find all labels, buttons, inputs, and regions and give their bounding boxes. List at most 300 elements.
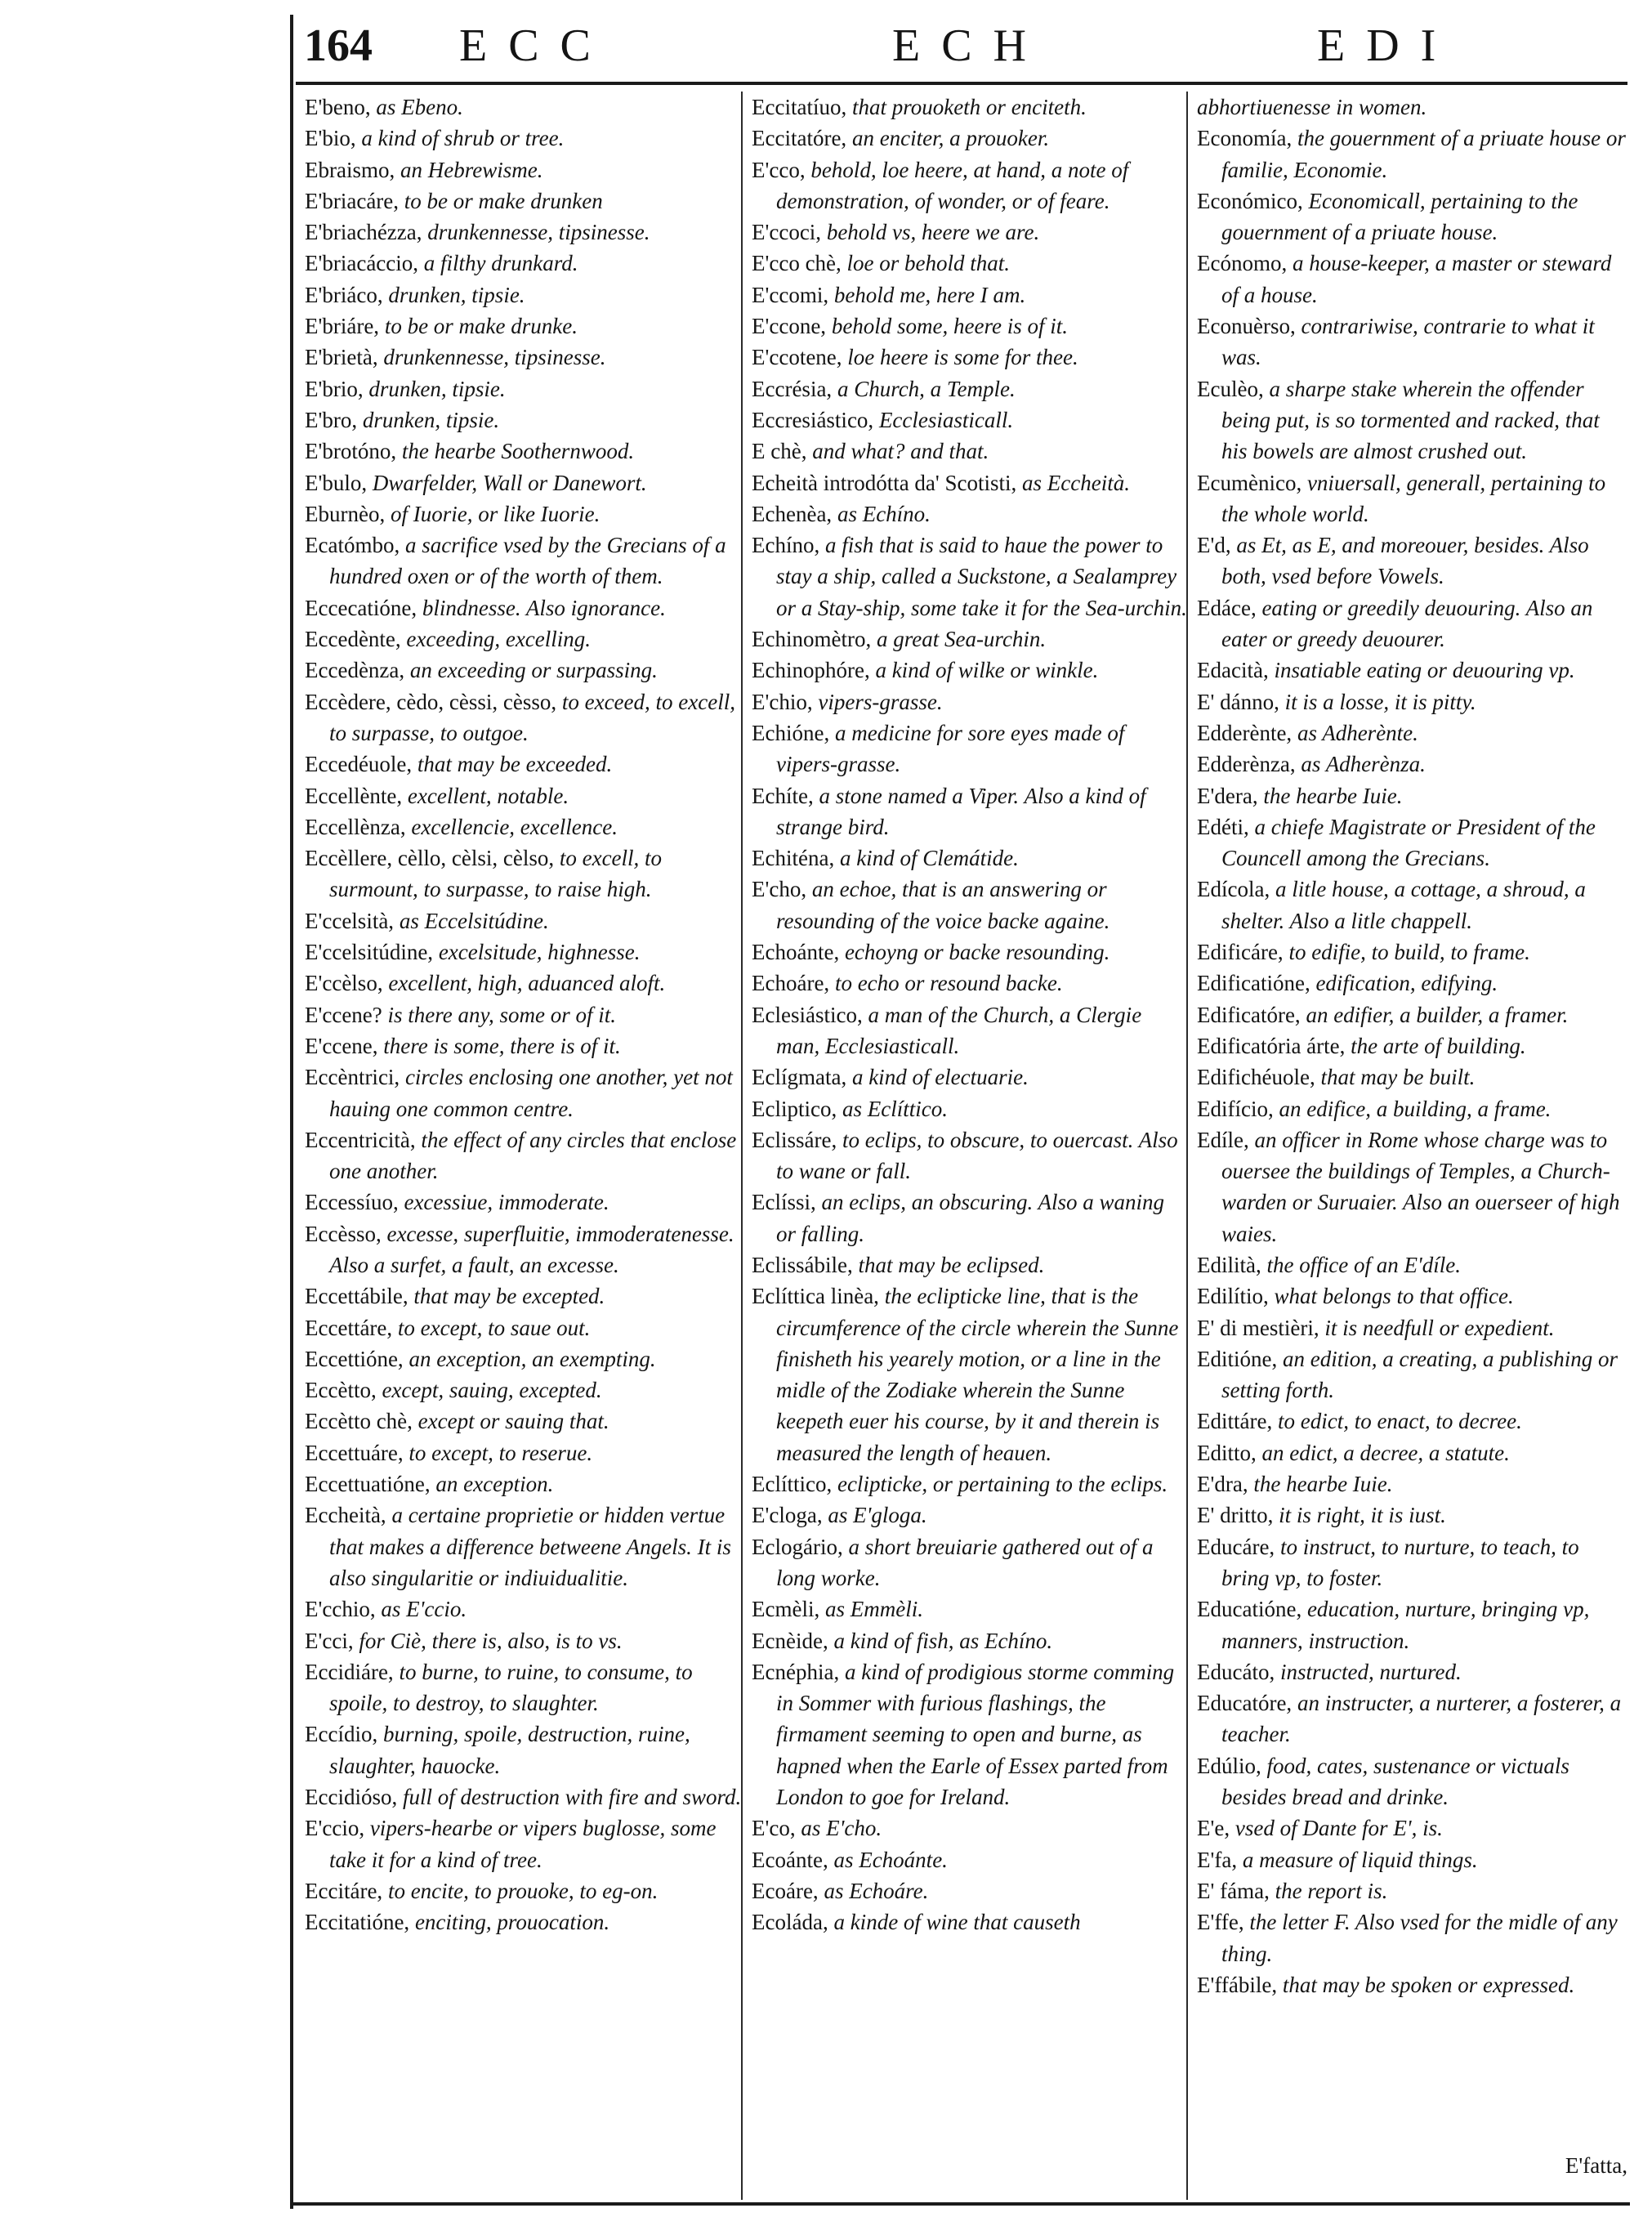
entry-headword: Educáto, (1197, 1659, 1275, 1684)
entry-headword: Edilítio, (1197, 1284, 1269, 1309)
dictionary-entry (305, 905, 742, 936)
entry-headword: E'brotóno, (305, 439, 397, 464)
entry-definition: drunken, tipsie. (363, 376, 506, 401)
entry-definition: for Ciè, there is, also, is to vs. (353, 1628, 623, 1653)
entry-definition: as Eccelsitúdine. (394, 908, 549, 933)
entry-definition: contrariwise, contrarie to what it was. (1221, 314, 1595, 370)
dictionary-entry (305, 123, 742, 154)
entry-definition: except or sauing that. (412, 1409, 609, 1434)
dictionary-entry (752, 436, 1189, 467)
entry-definition: as Echoánte. (828, 1847, 948, 1872)
entry-definition: an edition, a creating, a publishing or setting forth. (1221, 1346, 1618, 1403)
dictionary-entry (1197, 373, 1630, 467)
dictionary-entry (1197, 1312, 1630, 1343)
dictionary-entry (1197, 999, 1630, 1030)
dictionary-entry (305, 1343, 742, 1374)
entry-definition: to exceed, to excell, to surpasse, to outgoe. (329, 689, 735, 745)
entry-headword: Eccettáre, (305, 1315, 393, 1340)
running-header (296, 15, 1627, 80)
entry-headword: E'ccone, (752, 314, 827, 339)
dictionary-entry (752, 248, 1189, 279)
entry-definition: the office of an E'díle. (1261, 1252, 1461, 1277)
entry-headword: Eccellènte, (305, 783, 403, 808)
entry-headword: Eclígmata, (752, 1065, 847, 1090)
entry-definition: as Ebeno. (370, 95, 463, 119)
entry-definition: a litle house, a cottage, a shroud, a shelter. Also a litle chappell. (1221, 877, 1586, 933)
entry-definition: a Church, a Temple. (832, 376, 1016, 401)
dictionary-entry (752, 92, 1189, 123)
entry-definition: that may be eclipsed. (852, 1252, 1045, 1277)
dictionary-entry (752, 467, 1189, 498)
entry-definition: to instruct, to nurture, to teach, to bring vp, to foster. (1221, 1534, 1579, 1590)
dictionary-entry (752, 1844, 1189, 1875)
dictionary-entry (752, 968, 1189, 999)
entry-headword: Ecoláda, (752, 1910, 828, 1935)
entry-definition: an exception, an exempting. (403, 1346, 656, 1371)
entry-definition: a kind of electuarie. (846, 1065, 1029, 1090)
entry-headword: Edificatióne, (1197, 971, 1310, 996)
entry-definition: a fish that is said to haue the power to stay a ship, called a Suckstone, a Sealamprey or a Stay-ship, some take it for the Sea-urchin. (776, 533, 1187, 620)
entry-definition: of Iuorie, or like Iuorie. (385, 501, 601, 526)
entry-headword: E' fáma, (1197, 1878, 1270, 1903)
dictionary-entry (305, 1906, 742, 1938)
dictionary-entry (305, 1218, 742, 1281)
entry-definition: the arte of building. (1345, 1033, 1526, 1058)
entry-definition: food, cates, sustenance or victuals besides bread and drinke. (1221, 1753, 1569, 1810)
dictionary-entry (305, 279, 742, 311)
entry-definition: to eclips, to obscure, to ouercast. Also to wane or fall. (776, 1127, 1178, 1184)
entry-headword: Edáce, (1197, 595, 1257, 620)
dictionary-entry (305, 1437, 742, 1468)
entry-headword: Echoánte, (752, 940, 840, 965)
entry-definition: excesse, superfluitie, immoderatenesse. Also a surfet, a fault, an excesse. (329, 1221, 734, 1277)
entry-definition: to burne, to ruine, to consume, to spoile, to destroy, to slaughter. (329, 1659, 693, 1716)
dictionary-entry (752, 717, 1189, 780)
entry-headword: Edificatóre, (1197, 1002, 1301, 1027)
dictionary-entry (305, 373, 742, 405)
dictionary-entry (752, 874, 1189, 936)
dictionary-entry (305, 1374, 742, 1406)
entry-headword: Ecnéphia, (752, 1659, 840, 1684)
entry-headword: Eccedéuole, (305, 752, 413, 777)
entry-definition: to encite, to prouoke, to eg-on. (382, 1878, 659, 1903)
dictionary-entry (752, 686, 1189, 717)
dictionary-entry (1197, 311, 1630, 373)
dictionary-entry (752, 1906, 1189, 1938)
entry-definition: an echoe, that is an answering or resounding of the voice backe againe. (776, 877, 1110, 933)
entry-headword: E'ccomi, (752, 282, 829, 307)
dictionary-entry (1197, 1969, 1630, 2000)
entry-headword: E'fa, (1197, 1847, 1238, 1872)
dictionary-entry (752, 843, 1189, 874)
header-rule (296, 82, 1627, 85)
entry-definition: a chiefe Magistrate or President of the Councell among the Grecians. (1221, 814, 1596, 871)
entry-definition: to edifie, to build, to frame. (1283, 940, 1530, 965)
entry-headword: Eccettuatióne, (305, 1472, 431, 1497)
entry-headword: E'brietà, (305, 345, 378, 370)
entry-headword: E'ccèlso, (305, 971, 383, 996)
dictionary-entry (1197, 1844, 1630, 1875)
dictionary-entry (1197, 1656, 1630, 1687)
entry-definition: a house-keeper, a master or steward of a house. (1221, 251, 1612, 307)
entry-headword: Ecónomo, (1197, 251, 1288, 276)
dictionary-entry (305, 1281, 742, 1312)
entry-definition: a medicine for sore eyes made of vipers-grasse. (776, 720, 1125, 777)
entry-definition: instructed, nurtured. (1275, 1659, 1462, 1684)
entry-headword: Eccèllere, cèllo, cèlsi, cèlso, (305, 846, 555, 871)
entry-definition: to except, to reserue. (403, 1440, 593, 1465)
entry-headword: Eccídio, (305, 1722, 378, 1747)
entry-headword: E chè, (752, 439, 807, 464)
dictionary-entry (305, 530, 742, 592)
entry-headword: E'dra, (1197, 1472, 1248, 1497)
dictionary-entry (305, 1468, 742, 1500)
dictionary-entry (752, 123, 1189, 154)
entry-headword: E'bro, (305, 407, 358, 432)
dictionary-entry (752, 999, 1189, 1062)
entry-definition: the hearbe Iuie. (1257, 783, 1403, 808)
entry-definition: enciting, prouocation. (409, 1910, 610, 1935)
entry-headword: E'briáre, (305, 314, 380, 339)
entry-definition: a filthy drunkard. (418, 251, 578, 276)
entry-definition: a short breuiarie gathered out of a long worke. (776, 1534, 1154, 1590)
entry-definition: Dwarfelder, Wall or Danewort. (367, 470, 647, 495)
entry-headword: E'cho, (752, 877, 807, 902)
dictionary-entry (752, 1093, 1189, 1124)
entry-headword: Eccheità, (305, 1503, 386, 1528)
dictionary-entry (305, 624, 742, 655)
entry-definition: Economicall, pertaining to the gouernment of a priuate house. (1221, 188, 1578, 245)
entry-headword: E' dánno, (1197, 689, 1279, 714)
entry-headword: Eccitatióne, (305, 1910, 410, 1935)
dictionary-entry (1197, 248, 1630, 311)
entry-definition: that may be spoken or expressed. (1277, 1972, 1575, 1997)
dictionary-entry (305, 436, 742, 467)
dictionary-entry (305, 217, 742, 248)
dictionary-entry (305, 749, 742, 780)
entry-headword: Eccidióso, (305, 1785, 398, 1810)
entry-definition: that may be exceeded. (412, 752, 613, 777)
entry-headword: Eccettábile, (305, 1284, 409, 1309)
entry-headword: Eccessíuo, (305, 1190, 399, 1215)
entry-definition: as Echoáre. (818, 1878, 929, 1903)
entry-headword: Eccitáre, (305, 1878, 383, 1903)
entry-definition: a measure of liquid things. (1237, 1847, 1478, 1872)
entry-headword: E'd, (1197, 533, 1231, 558)
entry-definition: that may be excepted. (408, 1284, 605, 1309)
dictionary-entry (1197, 655, 1630, 686)
entry-headword: Eclíttica linèa, (752, 1284, 879, 1309)
page-border-bottom (290, 2202, 1630, 2206)
entry-headword: Echoáre, (752, 971, 830, 996)
entry-headword: E'ccene, (305, 1033, 378, 1058)
dictionary-entry (752, 1593, 1189, 1625)
entry-headword: Econuèrso, (1197, 314, 1296, 339)
dictionary-entry (752, 1531, 1189, 1594)
dictionary-entry (1197, 811, 1630, 874)
entry-definition: it is a losse, it is pitty. (1279, 689, 1476, 714)
entry-definition: a sacrifice vsed by the Grecians of a hundred oxen or of the worth of them. (329, 533, 726, 589)
entry-definition: an eclips, an obscuring. Also a waning or falling. (776, 1190, 1165, 1246)
dictionary-entry (305, 1500, 742, 1593)
dictionary-entry (305, 1406, 742, 1437)
entry-definition: as Emmèli. (819, 1597, 923, 1622)
entry-definition: Ecclesiasticall. (873, 407, 1014, 432)
entry-definition: behold some, heere is of it. (826, 314, 1069, 339)
dictionary-entry (1197, 1062, 1630, 1093)
dictionary-entry (752, 279, 1189, 311)
entry-definition: except, sauing, excepted. (376, 1378, 602, 1403)
entry-definition: a great Sea-urchin. (871, 627, 1047, 652)
dictionary-entry (752, 1656, 1189, 1812)
entry-headword: E'e, (1197, 1816, 1230, 1841)
entry-headword: Eccidiáre, (305, 1659, 394, 1684)
entry-headword: E'briáco, (305, 282, 383, 307)
entry-headword: Eccèntrici, (305, 1065, 400, 1090)
entry-headword: Eccètto, (305, 1378, 377, 1403)
entry-headword: Edificatória árte, (1197, 1033, 1346, 1058)
entry-definition: what belongs to that office. (1268, 1284, 1514, 1309)
dictionary-entry (1197, 1281, 1630, 1312)
dictionary-entry (1197, 1124, 1630, 1249)
dictionary-entry (1197, 592, 1630, 655)
entry-definition: a sharpe stake wherein the offender being put, is so tormented and racked, that his bowels are almost crushed out. (1221, 376, 1600, 464)
dictionary-entry (752, 1875, 1189, 1906)
dictionary-entry (752, 1124, 1189, 1187)
dictionary-entry (1197, 1687, 1630, 1750)
dictionary-entry (1197, 1249, 1630, 1281)
entry-definition: is there any, some or of it. (382, 1002, 617, 1027)
entry-headword: E'briacáccio, (305, 251, 419, 276)
dictionary-entry (305, 655, 742, 686)
dictionary-entry (1197, 1593, 1630, 1656)
dictionary-entry (752, 1187, 1189, 1249)
entry-definition: vsed of Dante for E', is. (1230, 1816, 1443, 1841)
entry-definition: vniuersall, generall, pertaining to the whole world. (1221, 470, 1606, 526)
entry-headword: Ecmèli, (752, 1597, 820, 1622)
entry-headword: Edificáre, (1197, 940, 1284, 965)
dictionary-entry (305, 1625, 742, 1656)
entry-definition: the hearbe Iuie. (1248, 1472, 1393, 1497)
entry-definition: education, nurture, bringing vp, manners, instruction. (1221, 1597, 1590, 1653)
dictionary-entry (752, 1468, 1189, 1500)
entry-headword: Edittáre, (1197, 1409, 1273, 1434)
entry-definition: insatiable eating or deuouring vp. (1268, 658, 1575, 683)
dictionary-entry (305, 1030, 742, 1062)
dictionary-entry (1197, 92, 1630, 123)
entry-headword: Echíte, (752, 783, 814, 808)
entry-headword: E'briacáre, (305, 188, 400, 213)
entry-headword: E'cchio, (305, 1597, 376, 1622)
entry-definition: an edict, a decree, a statute. (1256, 1440, 1510, 1465)
entry-headword: E'ffábile, (1197, 1972, 1278, 1997)
entry-definition: a stone named a Viper. Also a kind of strange bird. (776, 783, 1146, 839)
dictionary-entry (1197, 874, 1630, 936)
dictionary-entry (305, 1719, 742, 1781)
dictionary-entry (1197, 185, 1630, 248)
entry-headword: Echióne, (752, 720, 830, 745)
entry-definition: full of destruction with fire and sword. (397, 1785, 742, 1810)
dictionary-entry (752, 405, 1189, 436)
entry-definition: drunkennesse, tipsinesse. (422, 220, 650, 245)
dictionary-entry (305, 811, 742, 843)
entry-definition: there is some, there is of it. (377, 1033, 621, 1058)
entry-definition: an edifier, a builder, a framer. (1300, 1002, 1569, 1027)
entry-definition: as Echíno. (832, 501, 931, 526)
dictionary-entry (305, 999, 742, 1030)
dictionary-entry (1197, 1406, 1630, 1437)
entry-definition: abhortiuenesse in women. (1197, 95, 1427, 119)
entry-definition: eclipticke, or pertaining to the eclips. (832, 1472, 1168, 1497)
dictionary-entry (305, 780, 742, 811)
dictionary-entry (305, 1875, 742, 1906)
dictionary-entry (305, 248, 742, 279)
dictionary-entry (1197, 530, 1630, 592)
column-2 (752, 92, 1189, 1938)
entry-definition: behold, loe heere, at hand, a note of demonstration, of wonder, or of feare. (776, 157, 1129, 213)
entry-definition: eating or greedily deuouring. Also an eater or greedy deuourer. (1221, 595, 1593, 652)
dictionary-entry (752, 1062, 1189, 1093)
entry-headword: Eccètto chè, (305, 1409, 413, 1434)
dictionary-entry (305, 843, 742, 905)
dictionary-entry (752, 217, 1189, 248)
column-1 (305, 92, 742, 1938)
entry-definition: a kind of shrub or tree. (355, 126, 565, 151)
entry-definition: to except, to saue out. (392, 1315, 591, 1340)
entry-headword: Eculèo, (1197, 376, 1264, 401)
dictionary-entry (752, 1500, 1189, 1531)
entry-headword: Eccedènte, (305, 627, 401, 652)
dictionary-entry (305, 968, 742, 999)
entry-headword: Eccellènza, (305, 814, 406, 839)
entry-headword: Echinomètro, (752, 627, 872, 652)
entry-headword: Edúlio, (1197, 1753, 1261, 1778)
entry-headword: Edíle, (1197, 1127, 1249, 1152)
entry-definition: vipers-hearbe or vipers buglosse, some take it for a kind of tree. (329, 1816, 717, 1872)
dictionary-entry (305, 154, 742, 185)
dictionary-entry (1197, 717, 1630, 749)
dictionary-entry (752, 1249, 1189, 1281)
entry-headword: Editióne, (1197, 1346, 1278, 1371)
entry-definition: to edict, to enact, to decree. (1272, 1409, 1522, 1434)
entry-definition: it is right, it is iust. (1273, 1503, 1446, 1528)
entry-headword: Economía, (1197, 126, 1293, 151)
entry-headword: Echinophóre, (752, 658, 870, 683)
entry-headword: Eclissábile, (752, 1252, 853, 1277)
dictionary-entry (752, 311, 1189, 342)
entry-definition: the eclipticke line, that is the circumference of the circle wherein the Sunne finisheth his yearely motion, or a line in the midle of the Zodiake wherein the Sunne keepeth euer his course, by it and therein is measured the length of heauen. (776, 1284, 1179, 1465)
entry-definition: an edifice, a building, a frame. (1273, 1096, 1552, 1121)
entry-headword: E'ffe, (1197, 1910, 1244, 1935)
dictionary-entry (305, 467, 742, 498)
dictionary-entry (752, 624, 1189, 655)
entry-definition: excellencie, excellence. (405, 814, 618, 839)
dictionary-entry (752, 780, 1189, 843)
dictionary-entry (305, 1124, 742, 1187)
entry-headword: Edifichéuole, (1197, 1065, 1315, 1090)
entry-definition: an Hebrewisme. (395, 157, 543, 182)
dictionary-entry (752, 373, 1189, 405)
entry-headword: E'cco, (752, 157, 806, 182)
dictionary-entry (1197, 1500, 1630, 1531)
entry-headword: Eccettióne, (305, 1346, 404, 1371)
entry-headword: Ecumènico, (1197, 470, 1302, 495)
entry-headword: Eclissáre, (752, 1127, 837, 1152)
entry-definition: a man of the Church, a Clergie man, Ecclesiasticall. (776, 1002, 1142, 1058)
entry-definition: as Et, as E, and moreouer, besides. Also both, vsed before Vowels. (1221, 533, 1589, 589)
entry-headword: E'chio, (752, 689, 813, 714)
dictionary-entry (752, 342, 1189, 373)
entry-definition: to be or make drunken (399, 188, 603, 213)
dictionary-entry (1197, 936, 1630, 968)
dictionary-entry (1197, 467, 1630, 530)
entry-definition: an officer in Rome whose charge was to ouersee the buildings of Temples, a Church-warden or Suruaier. Also an ouerseer of high waies. (1221, 1127, 1620, 1246)
entry-headword: Edilità, (1197, 1252, 1261, 1277)
catchword: E'fatta, (1565, 2153, 1627, 2178)
dictionary-entry (1197, 123, 1630, 185)
entry-definition: it is needfull or expedient. (1319, 1315, 1555, 1340)
dictionary-entry (1197, 1812, 1630, 1844)
entry-headword: Eccecatióne, (305, 595, 417, 620)
entry-headword: E'ccotene, (752, 345, 842, 370)
page-border-left (290, 15, 293, 2209)
entry-definition: loe heere is some for thee. (842, 345, 1078, 370)
dictionary-entry (752, 1812, 1189, 1844)
dictionary-entry (305, 1062, 742, 1124)
entry-definition: that prouoketh or enciteth. (846, 95, 1087, 119)
entry-headword: Eclíssi, (752, 1190, 816, 1215)
header-left-guide: ECC (459, 20, 612, 71)
entry-headword: Edderènza, (1197, 752, 1296, 777)
entry-headword: Eccentricità, (305, 1127, 416, 1152)
entry-headword: Ecnèide, (752, 1628, 828, 1653)
entry-headword: Ecoáre, (752, 1878, 819, 1903)
entry-headword: Ecoánte, (752, 1847, 828, 1872)
entry-headword: Eccrésia, (752, 376, 833, 401)
entry-definition: loe or behold that. (841, 251, 1011, 276)
entry-definition: as E'ccio. (375, 1597, 467, 1622)
entry-definition: that may be built. (1315, 1065, 1476, 1090)
entry-definition: as E'gloga. (822, 1503, 927, 1528)
entry-headword: E'ccio, (305, 1816, 365, 1841)
entry-definition: the report is. (1269, 1878, 1388, 1903)
entry-headword: E'dera, (1197, 783, 1258, 808)
header-middle-guide: ECH (892, 20, 1047, 71)
entry-definition: an exceeding or surpassing. (404, 658, 658, 683)
dictionary-entry (1197, 1875, 1630, 1906)
entry-headword: Eburnèo, (305, 501, 386, 526)
dictionary-entry (1197, 1468, 1630, 1500)
entry-definition: a kind of wilke or winkle. (869, 658, 1099, 683)
dictionary-entry (305, 1812, 742, 1875)
dictionary-entry (1197, 1531, 1630, 1594)
entry-headword: Echiténa, (752, 846, 835, 871)
dictionary-entry (752, 655, 1189, 686)
entry-headword: E'ccelsitúdine, (305, 940, 434, 965)
entry-headword: E' di mestièri, (1197, 1315, 1319, 1340)
entry-headword: Eccresiástico, (752, 407, 874, 432)
entry-headword: E' dritto, (1197, 1503, 1274, 1528)
entry-definition: a kind of Clemátide. (834, 846, 1019, 871)
entry-headword: Eccèsso, (305, 1221, 382, 1246)
entry-definition: excessiue, immoderate. (398, 1190, 609, 1215)
dictionary-entry (1197, 1906, 1630, 1969)
dictionary-entry (752, 1625, 1189, 1656)
entry-headword: E'ccene? (305, 1002, 382, 1027)
entry-definition: an instructer, a nurterer, a fosterer, a teacher. (1221, 1691, 1622, 1747)
entry-headword: Eccèdere, cèdo, cèssi, cèsso, (305, 689, 557, 714)
entry-definition: behold me, here I am. (828, 282, 1026, 307)
